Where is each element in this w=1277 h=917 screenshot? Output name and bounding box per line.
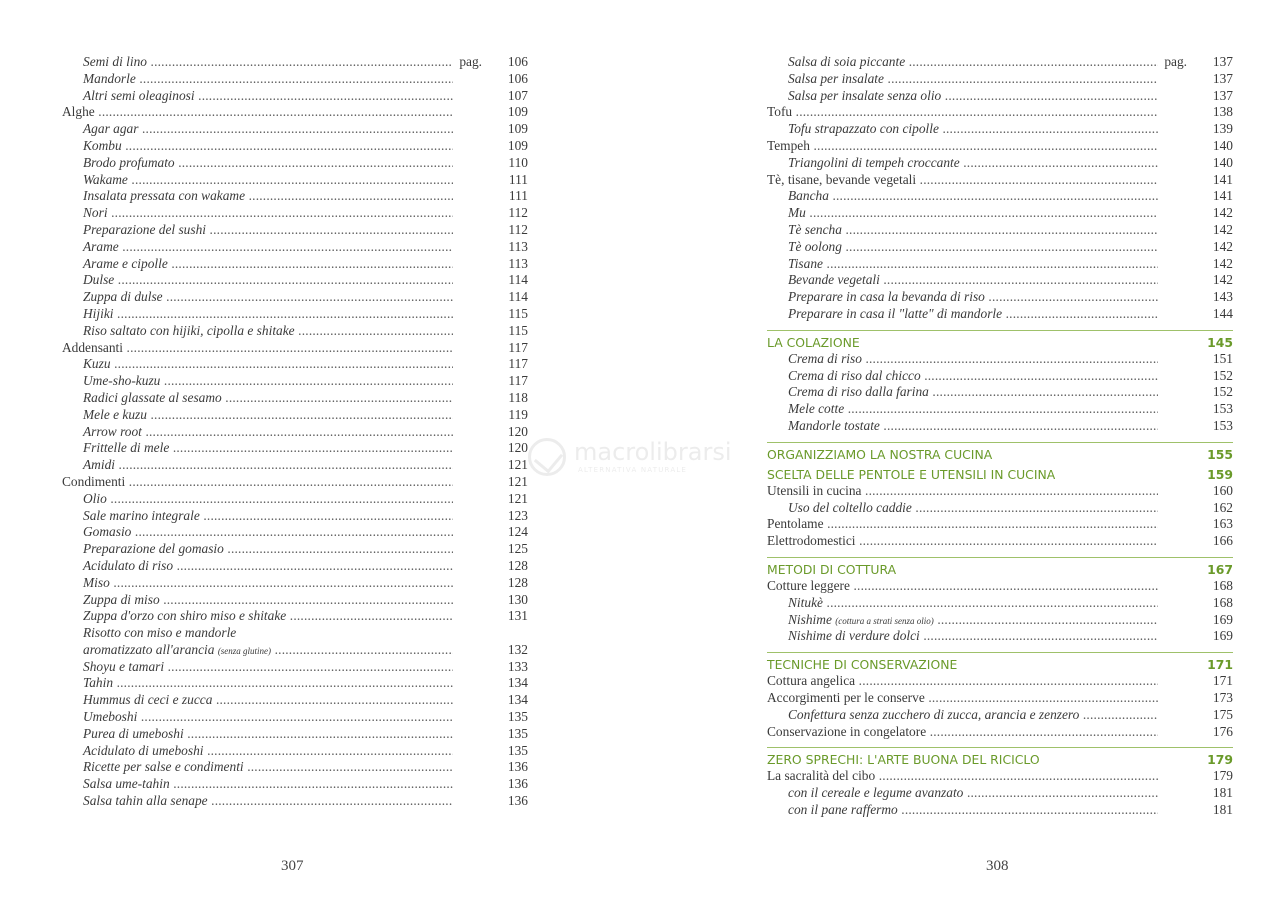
entry-title: Nishime di verdure dolci	[788, 628, 920, 644]
index-entry	[767, 71, 1233, 88]
entry-page-number: 142	[1212, 272, 1233, 288]
section-page-number: 171	[1207, 657, 1233, 673]
index-entry	[62, 759, 528, 776]
entry-title: Preparare in casa il "latte" di mandorle	[788, 305, 1003, 321]
entry-page-number: 131	[507, 608, 528, 624]
entry-page-number: 132	[507, 641, 528, 657]
entry-page-number: 117	[508, 339, 528, 355]
section-title: SCELTA DELLE PENTOLE E UTENSILI IN CUCINA	[767, 466, 1056, 482]
entry-title: Crema di riso dalla farina	[788, 384, 929, 400]
entry-title: Kuzu	[83, 356, 111, 372]
entry-title: Preparazione del gomasio	[83, 541, 224, 557]
entry-page-number: 137	[1212, 70, 1233, 86]
index-entry	[62, 289, 528, 306]
pag-label: pag.	[1164, 54, 1187, 69]
index-entry	[62, 541, 528, 558]
entry-page-number: 112	[508, 221, 528, 237]
entry-title: Confettura senza zucchero di zucca, arancia e zenzero	[788, 706, 1080, 722]
entry-title: Crema di riso dal chicco	[788, 367, 921, 383]
entry-page-number: 153	[1212, 401, 1233, 417]
entry-page-number: 166	[1212, 533, 1233, 549]
entry-page-number: 109	[507, 137, 528, 153]
index-entry	[62, 138, 528, 155]
index-entry	[767, 368, 1233, 385]
entry-page-number: 130	[507, 591, 528, 607]
entry-title: Shoyu e tamari	[83, 658, 165, 674]
entry-title: Ume-sho-kuzu	[83, 373, 161, 389]
entry-title: Semi di lino	[83, 54, 147, 69]
section-title: ZERO SPRECHI: L'ARTE BUONA DEL RICICLO	[767, 752, 1040, 768]
index-entry	[62, 491, 528, 508]
index-entry	[767, 121, 1233, 138]
entry-page-number: 176	[1212, 723, 1233, 739]
index-entry	[62, 743, 528, 760]
section-page-number: 159	[1207, 466, 1233, 482]
entry-page-number: 136	[507, 793, 528, 809]
entry-title: Zuppa di miso	[83, 591, 160, 607]
index-entry	[62, 508, 528, 525]
index-entry	[62, 625, 528, 642]
entry-page-number: 141	[1212, 171, 1233, 187]
index-entry	[767, 155, 1233, 172]
entry-page-number: 142	[1212, 238, 1233, 254]
index-entry	[62, 155, 528, 172]
watermark-tagline: ALTERNATIVA NATURALE	[578, 466, 688, 474]
entry-title: Cottura angelica	[767, 673, 856, 689]
index-entry	[62, 306, 528, 323]
entry-title: Nishime	[788, 611, 832, 627]
section-page-number: 145	[1207, 334, 1233, 350]
entry-title: Preparare in casa la bevanda di riso	[788, 289, 985, 305]
entry-title: Nitukè	[788, 594, 823, 610]
section-heading	[767, 463, 1233, 483]
entry-page-number: 128	[507, 557, 528, 573]
entry-title: Conservazione in congelatore	[767, 723, 927, 739]
entry-title: Salsa ume-tahin	[83, 776, 170, 792]
index-entry	[767, 707, 1233, 724]
entry-title: Brodo profumato	[83, 154, 175, 170]
index-entry	[767, 256, 1233, 273]
entry-title: Salsa di soia piccante	[788, 54, 906, 69]
entry-page-number: 109	[507, 121, 528, 137]
entry-page-number: 121	[507, 457, 528, 473]
entry-title: Zuppa d'orzo con shiro miso e shitake	[83, 608, 287, 624]
entry-title: Tè sencha	[788, 221, 842, 237]
index-entry	[767, 351, 1233, 368]
index-entry	[62, 692, 528, 709]
index-entry	[62, 272, 528, 289]
entry-title: Radici glassate al sesamo	[83, 389, 222, 405]
page-number-right: 308	[986, 858, 1009, 874]
index-entry	[767, 188, 1233, 205]
entry-title: Salsa per insalate senza olio	[788, 87, 942, 103]
entry-page-number: 123	[507, 507, 528, 523]
index-entry	[767, 578, 1233, 595]
entry-title: Tofu	[767, 104, 793, 120]
index-entry	[62, 323, 528, 340]
right-page-index	[767, 54, 1233, 819]
entry-title: Salsa per insalate	[788, 70, 884, 86]
entry-page-number: 142	[1212, 205, 1233, 221]
entry-page-number: 169	[1212, 628, 1233, 644]
section-page-number: 155	[1207, 446, 1233, 462]
index-entry	[62, 642, 528, 659]
index-entry	[62, 726, 528, 743]
entry-title: Accorgimenti per le conserve	[767, 689, 925, 705]
entry-title: Riso saltato con hijiki, cipolla e shitake	[83, 322, 295, 338]
index-entry	[767, 104, 1233, 121]
index-entry	[62, 474, 528, 491]
left-page-index	[62, 54, 528, 810]
index-entry	[767, 690, 1233, 707]
entry-title: Tisane	[788, 255, 823, 271]
entry-page-number: 124	[507, 524, 528, 540]
index-entry	[62, 222, 528, 239]
page-number-left: 307	[281, 858, 304, 874]
entry-title: Hummus di ceci e zucca	[83, 692, 213, 708]
entry-title: Triangolini di tempeh croccante	[788, 154, 960, 170]
index-entry	[62, 457, 528, 474]
entry-page-number: 142	[1212, 221, 1233, 237]
entry-page-number: 121	[507, 473, 528, 489]
section-title: TECNICHE DI CONSERVAZIONE	[767, 657, 958, 673]
index-entry	[767, 500, 1233, 517]
section-title: METODI DI COTTURA	[767, 561, 897, 577]
entry-note: (cottura a strati senza olio)	[835, 615, 934, 626]
entry-title: Tè oolong	[788, 238, 842, 254]
index-entry	[62, 407, 528, 424]
entry-page-number: 169	[1212, 611, 1233, 627]
section-page-number: 179	[1207, 752, 1233, 768]
entry-page-number: 117	[508, 356, 528, 372]
entry-page-number: 138	[1212, 104, 1233, 120]
index-entry	[62, 575, 528, 592]
entry-title: Hijiki	[83, 305, 114, 321]
section-page-number: 167	[1207, 561, 1233, 577]
entry-title: con il pane raffermo	[788, 801, 898, 817]
section-heading	[767, 557, 1233, 578]
entry-page-number: 181	[1212, 801, 1233, 817]
entry-title: Bancha	[788, 188, 829, 204]
entry-page-number: 115	[508, 322, 528, 338]
entry-page-number: 142	[1212, 255, 1233, 271]
entry-title: Alghe	[62, 104, 95, 120]
watermark	[528, 436, 758, 480]
index-entry	[62, 188, 528, 205]
entry-page-number: 143	[1212, 289, 1233, 305]
index-entry	[62, 592, 528, 609]
entry-title: Acidulato di riso	[83, 557, 174, 573]
index-entry	[62, 524, 528, 541]
entry-page-number: 137	[1212, 54, 1233, 69]
entry-page-number: 112	[508, 205, 528, 221]
entry-page-number: 128	[507, 574, 528, 590]
entry-page-number: 115	[508, 305, 528, 321]
entry-title: Arame	[83, 238, 119, 254]
entry-title: Wakame	[83, 171, 128, 187]
index-entry	[62, 71, 528, 88]
entry-page-number: 113	[508, 255, 528, 271]
entry-page-number: 162	[1212, 499, 1233, 515]
index-entry	[767, 88, 1233, 105]
index-entry	[767, 54, 1233, 71]
index-entry	[62, 390, 528, 407]
entry-page-number: 106	[507, 70, 528, 86]
entry-title: Acidulato di umeboshi	[83, 742, 204, 758]
entry-title: Purea di umeboshi	[83, 725, 184, 741]
entry-page-number: 106	[507, 54, 528, 69]
entry-page-number: 163	[1212, 516, 1233, 532]
index-entry	[767, 306, 1233, 323]
entry-page-number: 140	[1212, 137, 1233, 153]
entry-title: Tempeh	[767, 137, 810, 153]
index-entry	[767, 595, 1233, 612]
entry-title: Gomasio	[83, 524, 132, 540]
section-heading	[767, 330, 1233, 351]
index-entry	[62, 424, 528, 441]
entry-page-number: 135	[507, 725, 528, 741]
entry-title: Utensili in cucina	[767, 482, 862, 498]
entry-page-number: 120	[507, 440, 528, 456]
entry-page-number: 134	[507, 675, 528, 691]
index-entry	[767, 673, 1233, 690]
section-title: LA COLAZIONE	[767, 334, 860, 350]
entry-page-number: 117	[508, 373, 528, 389]
entry-title: Tè, tisane, bevande vegetali	[767, 171, 917, 187]
index-entry	[62, 121, 528, 138]
entry-page-number: 120	[507, 423, 528, 439]
entry-title: La sacralità del cibo	[767, 768, 876, 784]
index-entry	[62, 793, 528, 810]
index-entry	[62, 340, 528, 357]
entry-page-number: 135	[507, 742, 528, 758]
entry-page-number: 179	[1212, 768, 1233, 784]
entry-title: Ricette per salse e condimenti	[83, 759, 244, 775]
entry-page-number: 137	[1212, 87, 1233, 103]
entry-page-number: 168	[1212, 577, 1233, 593]
section-heading	[767, 442, 1233, 463]
entry-page-number: 125	[507, 541, 528, 557]
entry-title: Nori	[83, 205, 108, 221]
index-entry	[62, 440, 528, 457]
entry-title: aromatizzato all'arancia	[83, 641, 215, 657]
section-heading	[767, 652, 1233, 673]
entry-page-number: 114	[508, 272, 528, 288]
entry-title: Dulse	[83, 272, 115, 288]
entry-title: Mandorle	[83, 70, 136, 86]
section-heading	[767, 747, 1233, 768]
entry-title: Agar agar	[83, 121, 139, 137]
index-entry	[62, 104, 528, 121]
entry-page-number: 171	[1212, 673, 1233, 689]
entry-title: Risotto con miso e mandorle	[83, 625, 237, 641]
index-entry	[767, 418, 1233, 435]
index-entry	[767, 724, 1233, 741]
index-entry	[62, 88, 528, 105]
entry-title: Arame e cipolle	[83, 255, 168, 271]
entry-title: Tahin	[83, 675, 114, 691]
entry-title: Insalata pressata con wakame	[83, 188, 246, 204]
index-entry	[62, 172, 528, 189]
entry-title: Sale marino integrale	[83, 507, 200, 523]
entry-page-number: 114	[508, 289, 528, 305]
index-entry	[767, 401, 1233, 418]
pag-label: pag.	[459, 54, 482, 69]
watermark-name: macrolibrarsi	[574, 438, 732, 466]
index-entry	[62, 709, 528, 726]
entry-title: con il cereale e legume avanzato	[788, 785, 964, 801]
entry-title: Mele e kuzu	[83, 406, 147, 422]
entry-page-number: 160	[1212, 482, 1233, 498]
entry-title: Mu	[788, 205, 806, 221]
entry-page-number: 136	[507, 759, 528, 775]
index-entry	[62, 776, 528, 793]
index-entry	[767, 628, 1233, 645]
index-entry	[767, 138, 1233, 155]
entry-title: Olio	[83, 490, 107, 506]
index-entry	[767, 612, 1233, 629]
entry-title: Mele cotte	[788, 401, 845, 417]
index-entry	[62, 608, 528, 625]
index-entry	[767, 483, 1233, 500]
entry-page-number: 136	[507, 776, 528, 792]
entry-title: Arrow root	[83, 423, 142, 439]
entry-page-number: 151	[1212, 350, 1233, 366]
index-entry	[767, 222, 1233, 239]
index-entry	[62, 256, 528, 273]
entry-page-number: 181	[1212, 785, 1233, 801]
entry-title: Condimenti	[62, 473, 126, 489]
entry-page-number: 144	[1212, 305, 1233, 321]
entry-page-number: 107	[507, 87, 528, 103]
entry-page-number: 173	[1212, 689, 1233, 705]
entry-title: Tofu strapazzato con cipolle	[788, 121, 939, 137]
entry-page-number: 139	[1212, 121, 1233, 137]
leaf-logo-icon	[528, 438, 566, 476]
entry-page-number: 153	[1212, 417, 1233, 433]
index-entry	[767, 768, 1233, 785]
entry-page-number: 111	[508, 171, 528, 187]
index-entry	[767, 239, 1233, 256]
entry-title: Preparazione del sushi	[83, 221, 206, 237]
entry-title: Salsa tahin alla senape	[83, 793, 208, 809]
entry-page-number: 118	[508, 389, 528, 405]
entry-page-number: 168	[1212, 594, 1233, 610]
entry-page-number: 140	[1212, 154, 1233, 170]
index-entry	[62, 558, 528, 575]
entry-title: Cotture leggere	[767, 577, 850, 593]
entry-title: Miso	[83, 574, 110, 590]
entry-note: (senza glutine)	[217, 645, 272, 656]
entry-page-number: 133	[507, 658, 528, 674]
entry-page-number: 119	[508, 406, 528, 422]
index-entry	[767, 272, 1233, 289]
entry-title: Elettrodomestici	[767, 533, 856, 549]
index-entry	[767, 384, 1233, 401]
entry-page-number: 121	[507, 490, 528, 506]
entry-title: Zuppa di dulse	[83, 289, 163, 305]
index-entry	[62, 205, 528, 222]
entry-title: Crema di riso	[788, 350, 862, 366]
entry-page-number: 109	[507, 104, 528, 120]
entry-title: Umeboshi	[83, 709, 138, 725]
entry-page-number: 110	[508, 154, 528, 170]
entry-title: Mandorle tostate	[788, 417, 880, 433]
index-entry	[767, 289, 1233, 306]
index-entry	[62, 675, 528, 692]
entry-page-number: 175	[1212, 706, 1233, 722]
entry-page-number: 152	[1212, 367, 1233, 383]
index-entry	[767, 785, 1233, 802]
entry-title: Bevande vegetali	[788, 272, 880, 288]
section-title: ORGANIZZIAMO LA NOSTRA CUCINA	[767, 446, 993, 462]
index-entry	[62, 239, 528, 256]
entry-page-number: 113	[508, 238, 528, 254]
entry-page-number: 135	[507, 709, 528, 725]
entry-title: Addensanti	[62, 339, 123, 355]
entry-page-number: 141	[1212, 188, 1233, 204]
entry-title: Amidi	[83, 457, 115, 473]
index-entry	[62, 356, 528, 373]
entry-title: Pentolame	[767, 516, 824, 532]
index-entry	[767, 172, 1233, 189]
entry-title: Uso del coltello caddie	[788, 499, 912, 515]
index-entry	[767, 533, 1233, 550]
index-entry	[62, 373, 528, 390]
index-entry	[767, 802, 1233, 819]
entry-title: Altri semi oleaginosi	[83, 87, 195, 103]
entry-title: Frittelle di mele	[83, 440, 170, 456]
entry-page-number: 111	[508, 188, 528, 204]
entry-page-number: 134	[507, 692, 528, 708]
index-entry	[62, 54, 528, 71]
index-entry	[767, 516, 1233, 533]
entry-page-number: 152	[1212, 384, 1233, 400]
index-entry	[62, 659, 528, 676]
index-entry	[767, 205, 1233, 222]
entry-title: Kombu	[83, 137, 122, 153]
